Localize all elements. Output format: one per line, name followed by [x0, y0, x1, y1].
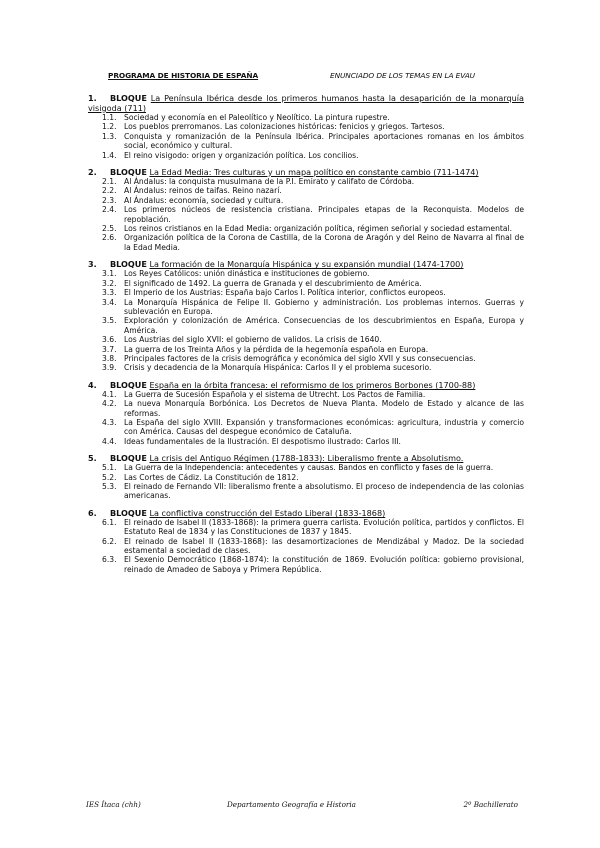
topic-item-text: La nueva Monarquía Borbónica. Los Decretos de Nueva Planta. Modelo de Estado y alcance de las reformas.	[124, 399, 524, 418]
topic-item-text: El Sexenio Democrático (1868-1874): la constitución de 1869. Evolución política: gobierno provisional, reinado de Amadeo de Saboya y Primera República.	[124, 555, 524, 574]
topic-item	[102, 463, 524, 472]
block-keyword: BLOQUE	[110, 167, 147, 178]
topic-item-text: Principales factores de la crisis demográfica y económica del siglo XVII y sus consecuencias.	[124, 353, 476, 363]
topic-item	[102, 390, 524, 399]
block-heading	[88, 380, 524, 390]
topic-item-number: 5.2.	[102, 472, 117, 482]
topic-item-number: 3.2.	[102, 278, 117, 288]
topic-item-text: La España del siglo XVIII. Expansión y transformaciones económicas: agricultura, industria y comercio con América. Causas del despegue económico de Cataluña.	[124, 417, 524, 437]
topic-item-number: 1.1.	[102, 113, 117, 122]
topic-item	[102, 298, 524, 317]
topic-item	[102, 473, 524, 482]
topic-item	[102, 196, 524, 205]
topic-item-number: 2.2.	[102, 186, 117, 196]
block-keyword: BLOQUE	[110, 259, 147, 270]
topic-item-number: 6.2.	[102, 536, 117, 546]
page-header	[108, 71, 528, 83]
topic-item	[102, 518, 524, 537]
block-number: 2.	[88, 167, 97, 178]
footer-school: IES Ítaca (chh)	[86, 800, 141, 809]
block-number: 4.	[88, 379, 97, 390]
block-title: La crisis del Antiguo Régimen (1788-1833): Liberalismo frente a Absolutismo.	[149, 453, 464, 464]
topic-item	[102, 399, 524, 418]
block-heading	[88, 259, 524, 269]
block-heading	[88, 508, 524, 518]
topic-item-number: 6.3.	[102, 555, 117, 565]
topic-item-text: Crisis y decadencia de la Monarquía Hispánica: Carlos II y el problema sucesorio.	[124, 363, 432, 373]
block-keyword: BLOQUE	[110, 93, 147, 103]
block-title: España en la órbita francesa: el reformismo de los primeros Borbones (1700-88)	[149, 379, 476, 390]
topic-item-text: El Imperio de los Austrias: España bajo Carlos I. Política interior, conflictos europeos.	[124, 288, 446, 298]
topic-item-number: 3.1.	[102, 269, 117, 279]
block-keyword: BLOQUE	[110, 379, 147, 390]
topic-item-text: Los pueblos prerromanos. Las colonizaciones históricas: fenicios y griegos. Tartesos.	[124, 122, 445, 132]
topic-block	[88, 380, 524, 446]
topic-item	[102, 224, 524, 233]
topic-item	[102, 316, 524, 335]
topic-item-number: 3.4.	[102, 297, 117, 307]
topic-item-text: El significado de 1492. La guerra de Granada y el descubrimiento de América.	[124, 278, 422, 288]
topic-item-number: 2.4.	[102, 205, 117, 215]
block-number: 5.	[88, 453, 97, 464]
topic-items	[102, 390, 524, 446]
topic-items	[102, 269, 524, 372]
topic-item-number: 6.1.	[102, 517, 117, 527]
block-heading	[88, 167, 524, 177]
block-title: La conflictiva construcción del Estado Liberal (1833-1868)	[149, 507, 386, 518]
topic-item-text: Los Reyes Católicos: unión dinástica e instituciones de gobierno.	[124, 269, 370, 279]
topic-item	[102, 363, 524, 372]
block-number: 1.	[88, 93, 97, 103]
topic-item-number: 1.4.	[102, 150, 117, 160]
topic-item	[102, 354, 524, 363]
block-heading	[88, 93, 524, 113]
topic-item-number: 2.6.	[102, 233, 117, 243]
topic-item-text: Exploración y colonización de América. Consecuencias de los descubrimientos en España, Europa y América.	[124, 316, 524, 335]
topic-item	[102, 151, 524, 160]
topic-item-number: 1.3.	[102, 131, 117, 141]
topic-item-number: 3.9.	[102, 363, 117, 373]
topic-item-number: 4.3.	[102, 417, 117, 427]
topic-item-text: Los reinos cristianos en la Edad Media: organización política, régimen señorial y sociedad estamental.	[124, 224, 513, 234]
topic-item-text: La guerra de los Treinta Años y la pérdida de la hegemonía española en Europa.	[124, 344, 429, 354]
topic-item-number: 3.3.	[102, 288, 117, 298]
topic-item	[102, 186, 524, 195]
block-number: 6.	[88, 507, 97, 518]
topic-item-number: 2.1.	[102, 177, 117, 187]
topic-item-number: 4.2.	[102, 399, 117, 409]
topic-item	[102, 132, 524, 151]
topic-item-text: Sociedad y economía en el Paleolítico y Neolítico. La pintura rupestre.	[124, 113, 390, 122]
topic-item-number: 4.1.	[102, 389, 117, 399]
topic-item	[102, 335, 524, 344]
block-title: La formación de la Monarquía Hispánica y su expansión mundial (1474-1700)	[149, 259, 464, 270]
topic-item-number: 3.8.	[102, 353, 117, 363]
topic-item-text: Los Austrias del siglo XVII: el gobierno de validos. La crisis de 1640.	[124, 335, 382, 345]
topic-item-text: Al Ándalus: economía, sociedad y cultura.	[124, 195, 284, 205]
document-subtitle: ENUNCIADO DE LOS TEMAS EN LA EVAU	[330, 71, 475, 80]
topic-item-text: La Guerra de la Independencia: antecedentes y causas. Bandos en conflicto y fases de la guerra.	[124, 463, 494, 473]
topic-item	[102, 269, 524, 278]
topic-item	[102, 537, 524, 556]
topic-item-number: 4.4.	[102, 436, 117, 446]
block-keyword: BLOQUE	[110, 507, 147, 518]
topic-item-text: El reinado de Isabel II (1833-1868): la primera guerra carlista. Evolución política, partidos y conflictos. El Estatuto Real de 1834 y las Constituciones de 1837 y 1845.	[124, 517, 524, 537]
topic-item-text: Los primeros núcleos de resistencia cristiana. Principales etapas de la Reconquista. Modelos de repoblación.	[124, 205, 524, 224]
document-title: PROGRAMA DE HISTORIA DE ESPAÑA	[108, 71, 259, 80]
topic-item	[102, 437, 524, 446]
topic-item-text: Al Ándalus: la conquista musulmana de la P.I. Emirato y califato de Córdoba.	[124, 177, 415, 187]
topic-block	[88, 508, 524, 574]
topic-item-text: Las Cortes de Cádiz. La Constitución de 1812.	[124, 472, 299, 482]
topic-block	[88, 167, 524, 252]
topic-item	[102, 288, 524, 297]
block-title: La Península Ibérica desde los primeros humanos hasta la desaparición de la monarquía visigoda (711)	[88, 93, 524, 113]
topic-item-number: 5.3.	[102, 482, 117, 491]
block-keyword: BLOQUE	[110, 453, 147, 464]
topic-item	[102, 345, 524, 354]
topic-item-text: Ideas fundamentales de la Ilustración. El despotismo ilustrado: Carlos III.	[124, 436, 401, 446]
topic-block	[88, 259, 524, 372]
topic-item	[102, 555, 524, 574]
topic-items	[102, 518, 524, 574]
topic-item	[102, 205, 524, 224]
topic-item	[102, 177, 524, 186]
topic-item	[102, 418, 524, 437]
topic-item-text: Conquista y romanización de la Península Ibérica. Principales aportaciones romanas en los ámbitos social, económico y cultural.	[124, 131, 524, 151]
topic-item-text: La Monarquía Hispánica de Felipe II. Gobierno y administración. Los problemas internos. Guerras y sublevación en Europa.	[124, 297, 524, 316]
topics-list	[88, 93, 524, 581]
topic-items	[102, 113, 524, 160]
block-title: La Edad Media: Tres culturas y un mapa político en constante cambio (711-1474)	[149, 167, 479, 178]
topic-item	[102, 279, 524, 288]
topic-item	[102, 482, 524, 501]
topic-item	[102, 122, 524, 131]
topic-item-number: 5.1.	[102, 463, 117, 473]
topic-item-number: 2.5.	[102, 224, 117, 234]
footer-course: 2º Bachillerato	[463, 800, 518, 809]
topic-item-number: 3.7.	[102, 344, 117, 354]
topic-item-number: 3.6.	[102, 335, 117, 345]
topic-item-text: Organización política de la Corona de Castilla, de la Corona de Aragón y del Reino de Navarra al final de la Edad Media.	[124, 233, 524, 252]
topic-item-number: 3.5.	[102, 316, 117, 326]
topic-item-text: El reinado de Fernando VII: liberalismo frente a absolutismo. El proceso de independencia de las colonias americanas.	[124, 482, 524, 501]
topic-item-text: El reinado de Isabel II (1833-1868): las desamortizaciones de Mendizábal y Madoz. De la sociedad estamental a sociedad de clases.	[124, 536, 524, 556]
topic-items	[102, 177, 524, 252]
topic-item-number: 1.2.	[102, 122, 117, 132]
topic-block	[88, 93, 524, 160]
topic-items	[102, 463, 524, 501]
topic-block	[88, 453, 524, 501]
topic-item	[102, 113, 524, 122]
topic-item-text: El reino visigodo: origen y organización política. Los concilios.	[124, 150, 359, 160]
page-footer	[86, 800, 518, 812]
block-heading	[88, 453, 524, 463]
topic-item-text: Al Ándalus: reinos de taifas. Reino nazarí.	[124, 186, 282, 196]
block-number: 3.	[88, 259, 97, 270]
topic-item-number: 2.3.	[102, 195, 117, 205]
footer-department: Departamento Geografía e Historia	[227, 800, 356, 809]
topic-item	[102, 233, 524, 252]
topic-item-text: La Guerra de Sucesión Española y el sistema de Utrecht. Los Pactos de Familia.	[124, 389, 426, 399]
